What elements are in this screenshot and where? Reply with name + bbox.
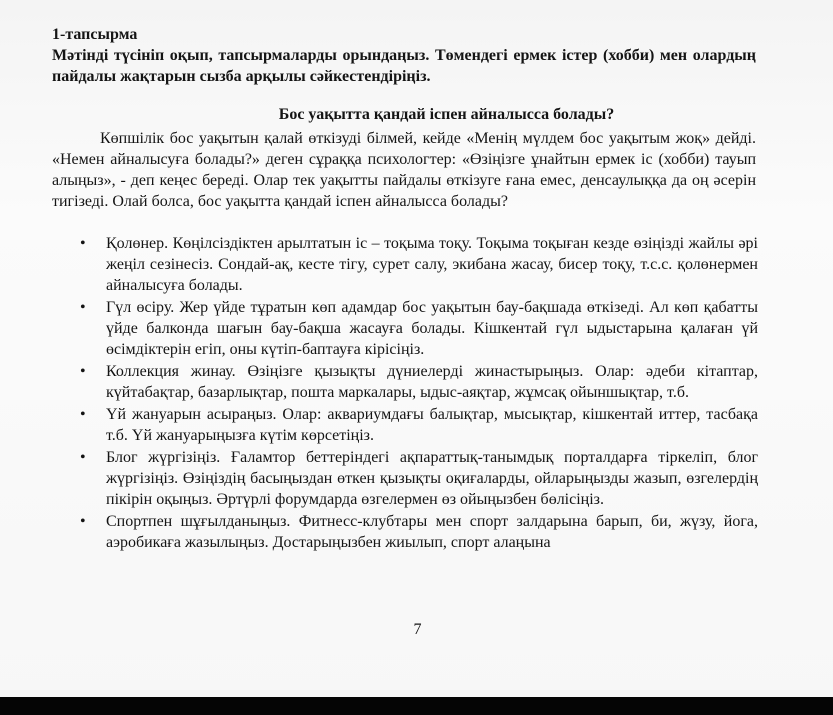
- list-item: [52, 297, 758, 360]
- bullet-icon: •: [80, 235, 86, 252]
- intro-paragraph: Көпшілік бос уақытын қалай өткізуді білмей, кейде «Менің мүлдем бос уақытым жоқ» дейді. «Немен айналысуға болады?» деген сұраққа психологтер: «Өзіңізге ұнайтын ермек іс (хобби) тауып алыңыз», - деп кеңес береді. Олар тек уақытты пайдалы өткізуге ғана емес, денсаулыққа да оң әсерін тигізеді. Олай болса, бос уақытта қандай іспен айналысса болады?: [52, 130, 756, 210]
- bullet-icon: •: [80, 406, 86, 423]
- list-item: [52, 361, 758, 403]
- task-number: 1-тапсырма: [52, 26, 138, 43]
- section-heading: Бос уақытта қандай іспен айналысса болады?: [278, 106, 615, 123]
- list-item: [52, 233, 758, 296]
- page-number: 7: [413, 621, 422, 638]
- bullet-icon: •: [80, 299, 86, 316]
- list-item: [52, 511, 758, 553]
- list-item-text: Спортпен шұғылданыңыз. Фитнесс-клубтары мен спорт залдарына барып, би, жүзу, йога, аэробикаға жазылыңыз. Достарыңызбен жиылып, спорт алаңына: [106, 513, 758, 551]
- list-item-text: Үй жануарын асыраңыз. Олар: аквариумдағы балықтар, мысықтар, кішкентай иттер, тасбақа т.б. Үй жануарыңызға күтім көрсетіңіз.: [106, 406, 758, 444]
- bullet-icon: •: [80, 449, 86, 466]
- bullet-icon: •: [80, 513, 86, 530]
- bullet-icon: •: [80, 363, 86, 380]
- task-instruction: Мәтінді түсініп оқып, тапсырмаларды орындаңыз. Төмендегі ермек істер (хобби) мен олардың пайдалы жақтарын сызба арқылы сәйкестендіріңіз.: [52, 47, 756, 85]
- list-item-text: Қолөнер. Көңілсіздіктен арылтатын іс – тоқыма тоқу. Тоқыма тоқыған кезде өзіңізді жайлы әрі жеңіл сезінесіз. Сондай-ақ, кесте тігу, сурет салу, экибана жасау, бисер тоқу, т.с.с. қолөнермен айналысуға болады.: [106, 235, 758, 294]
- list-item-text: Гүл өсіру. Жер үйде тұратын көп адамдар бос уақытын бау-бақшада өткізеді. Ал көп қабатты үйде балконда шағын бау-бақша жасауға болады. Кішкентай гүл ыдыстарына қалаған үй өсімдіктерін егіп, оны күтіп-баптауға кірісіңіз.: [106, 299, 758, 358]
- bottom-edge-bar: [0, 697, 833, 715]
- list-item-text: Блог жүргізіңіз. Ғаламтор беттеріндегі ақпараттық-танымдық порталдарға тіркеліп, блог жүргізіңіз. Өзіңіздің басыңыздан өткен қызықты оқиғаларды, ойларыңызды жазып, өзгелердің пікірін оқыңыз. Әртүрлі форумдарда өзгелермен өз ойыңызбен бөлісіңіз.: [106, 449, 758, 508]
- list-item-text: Коллекция жинау. Өзіңізге қызықты дүниелерді жинастырыңыз. Олар: әдеби кітаптар, күйтабақтар, базарлықтар, пошта маркалары, ыдыс-аяқтар, жұмсақ ойыншықтар, т.б.: [106, 363, 758, 401]
- list-item: [52, 404, 758, 446]
- hobby-list: [52, 233, 758, 554]
- list-item: [52, 447, 758, 510]
